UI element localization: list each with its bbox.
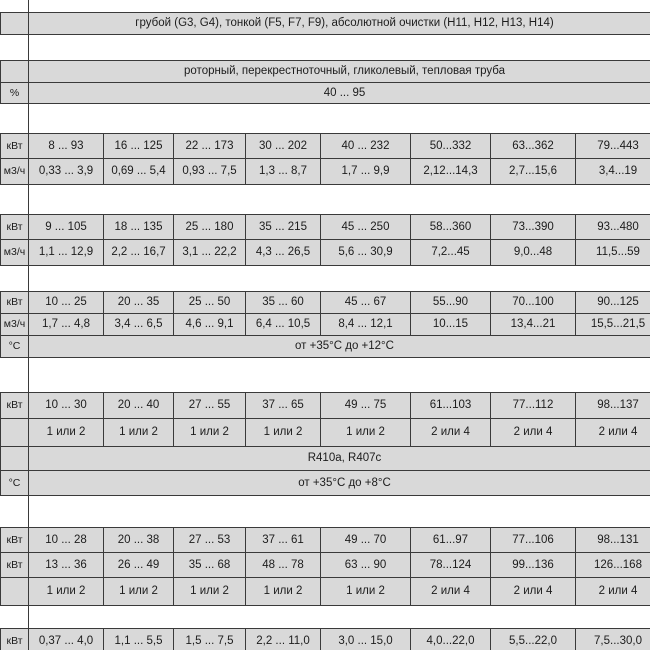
value-cell: 1 или 2 — [321, 577, 411, 605]
value-cell: 13 ... 36 — [29, 552, 104, 577]
unit-cell — [1, 577, 29, 605]
value-cell: 3,1 ... 22,2 — [174, 239, 246, 265]
value-cell: 3,0 ... 15,0 — [321, 628, 411, 650]
value-cell: 0,69 ... 5,4 — [104, 158, 174, 184]
value-cell: 4,6 ... 9,1 — [174, 313, 246, 335]
data-row — [1, 577, 650, 605]
value-cell: 40 ... 232 — [321, 133, 411, 158]
value-cell: 79...443 — [576, 133, 650, 158]
unit-cell — [1, 60, 29, 82]
data-row — [1, 12, 650, 34]
span-value-cell: 40 ... 95 — [29, 82, 650, 103]
unit-cell: кВт — [1, 392, 29, 418]
value-cell: 0,37 ... 4,0 — [29, 628, 104, 650]
spacer-cell — [29, 265, 650, 291]
value-cell: 37 ... 61 — [246, 527, 321, 552]
value-cell: 25 ... 180 — [174, 214, 246, 239]
value-cell: 37 ... 65 — [246, 392, 321, 418]
data-row — [1, 418, 650, 446]
data-row — [1, 239, 650, 265]
spacer-row — [1, 495, 650, 527]
unit-cell: м3/ч — [1, 158, 29, 184]
spec-table-body — [1, 0, 650, 650]
data-row — [1, 392, 650, 418]
spacer-cell — [29, 605, 650, 628]
value-cell: 10 ... 28 — [29, 527, 104, 552]
data-row — [1, 313, 650, 335]
value-cell: 2,7...15,6 — [491, 158, 576, 184]
unit-cell: кВт — [1, 133, 29, 158]
spacer-cell — [29, 184, 650, 214]
data-row — [1, 133, 650, 158]
value-cell: 1 или 2 — [104, 577, 174, 605]
spacer-unit-cell — [1, 34, 29, 60]
value-cell: 10 ... 30 — [29, 392, 104, 418]
value-cell: 77...106 — [491, 527, 576, 552]
value-cell: 63 ... 90 — [321, 552, 411, 577]
unit-cell: кВт — [1, 291, 29, 313]
value-cell: 1 или 2 — [174, 577, 246, 605]
spacer-row — [1, 357, 650, 392]
value-cell: 1 или 2 — [29, 577, 104, 605]
span-value-cell: роторный, перекрестноточный, гликолевый, тепловая труба — [29, 60, 650, 82]
value-cell: 4,3 ... 26,5 — [246, 239, 321, 265]
value-cell: 26 ... 49 — [104, 552, 174, 577]
value-cell: 27 ... 53 — [174, 527, 246, 552]
value-cell: 1 или 2 — [246, 418, 321, 446]
value-cell: 1,7 ... 9,9 — [321, 158, 411, 184]
data-row — [1, 291, 650, 313]
value-cell: 45 ... 250 — [321, 214, 411, 239]
value-cell: 77...112 — [491, 392, 576, 418]
data-row — [1, 60, 650, 82]
value-cell: 61...103 — [411, 392, 491, 418]
unit-cell: кВт — [1, 552, 29, 577]
value-cell: 90...125 — [576, 291, 650, 313]
unit-cell: кВт — [1, 214, 29, 239]
data-row — [1, 82, 650, 103]
value-cell: 15,5...21,5 — [576, 313, 650, 335]
value-cell: 55...90 — [411, 291, 491, 313]
spacer-row — [1, 0, 650, 12]
unit-cell: °С — [1, 335, 29, 357]
value-cell: 70...100 — [491, 291, 576, 313]
value-cell: 9,0...48 — [491, 239, 576, 265]
value-cell: 8,4 ... 12,1 — [321, 313, 411, 335]
value-cell: 8 ... 93 — [29, 133, 104, 158]
unit-cell — [1, 446, 29, 470]
value-cell: 99...136 — [491, 552, 576, 577]
value-cell: 1,3 ... 8,7 — [246, 158, 321, 184]
value-cell: 7,2...45 — [411, 239, 491, 265]
value-cell: 98...137 — [576, 392, 650, 418]
value-cell: 10 ... 25 — [29, 291, 104, 313]
value-cell: 9 ... 105 — [29, 214, 104, 239]
value-cell: 2,2 ... 11,0 — [246, 628, 321, 650]
value-cell: 73...390 — [491, 214, 576, 239]
value-cell: 2 или 4 — [411, 418, 491, 446]
spacer-cell — [29, 34, 650, 60]
spacer-row — [1, 103, 650, 133]
value-cell: 1,1 ... 5,5 — [104, 628, 174, 650]
value-cell: 45 ... 67 — [321, 291, 411, 313]
data-row — [1, 470, 650, 495]
value-cell: 2,2 ... 16,7 — [104, 239, 174, 265]
unit-cell: °С — [1, 470, 29, 495]
value-cell: 7,5...30,0 — [576, 628, 650, 650]
value-cell: 2,12...14,3 — [411, 158, 491, 184]
value-cell: 20 ... 38 — [104, 527, 174, 552]
unit-cell: кВт — [1, 527, 29, 552]
value-cell: 2 или 4 — [576, 577, 650, 605]
value-cell: 16 ... 125 — [104, 133, 174, 158]
value-cell: 13,4...21 — [491, 313, 576, 335]
spacer-unit-cell — [1, 0, 29, 12]
data-row — [1, 552, 650, 577]
value-cell: 1 или 2 — [104, 418, 174, 446]
value-cell: 6,4 ... 10,5 — [246, 313, 321, 335]
unit-cell: % — [1, 82, 29, 103]
value-cell: 35 ... 215 — [246, 214, 321, 239]
value-cell: 1 или 2 — [246, 577, 321, 605]
value-cell: 2 или 4 — [491, 577, 576, 605]
value-cell: 0,93 ... 7,5 — [174, 158, 246, 184]
spacer-unit-cell — [1, 103, 29, 133]
spacer-unit-cell — [1, 184, 29, 214]
spacer-unit-cell — [1, 495, 29, 527]
value-cell: 35 ... 68 — [174, 552, 246, 577]
value-cell: 1,5 ... 7,5 — [174, 628, 246, 650]
value-cell: 93...480 — [576, 214, 650, 239]
spacer-cell — [29, 0, 650, 12]
value-cell: 27 ... 55 — [174, 392, 246, 418]
value-cell: 0,33 ... 3,9 — [29, 158, 104, 184]
value-cell: 49 ... 75 — [321, 392, 411, 418]
spacer-row — [1, 265, 650, 291]
unit-cell — [1, 418, 29, 446]
value-cell: 78...124 — [411, 552, 491, 577]
value-cell: 63...362 — [491, 133, 576, 158]
value-cell: 10...15 — [411, 313, 491, 335]
value-cell: 98...131 — [576, 527, 650, 552]
data-row — [1, 446, 650, 470]
value-cell: 48 ... 78 — [246, 552, 321, 577]
value-cell: 2 или 4 — [491, 418, 576, 446]
value-cell: 20 ... 40 — [104, 392, 174, 418]
value-cell: 2 или 4 — [576, 418, 650, 446]
value-cell: 5,6 ... 30,9 — [321, 239, 411, 265]
spacer-row — [1, 184, 650, 214]
spacer-unit-cell — [1, 357, 29, 392]
value-cell: 18 ... 135 — [104, 214, 174, 239]
value-cell: 1 или 2 — [29, 418, 104, 446]
data-row — [1, 335, 650, 357]
value-cell: 50...332 — [411, 133, 491, 158]
value-cell: 2 или 4 — [411, 577, 491, 605]
spacer-unit-cell — [1, 265, 29, 291]
value-cell: 3,4...19 — [576, 158, 650, 184]
value-cell: 35 ... 60 — [246, 291, 321, 313]
value-cell: 1,1 ... 12,9 — [29, 239, 104, 265]
value-cell: 61...97 — [411, 527, 491, 552]
value-cell: 49 ... 70 — [321, 527, 411, 552]
value-cell: 1,7 ... 4,8 — [29, 313, 104, 335]
spacer-unit-cell — [1, 605, 29, 628]
spacer-cell — [29, 357, 650, 392]
value-cell: 11,5...59 — [576, 239, 650, 265]
data-row — [1, 628, 650, 650]
value-cell: 5,5...22,0 — [491, 628, 576, 650]
spacer-cell — [29, 103, 650, 133]
value-cell: 1 или 2 — [321, 418, 411, 446]
span-value-cell: от +35°С до +12°С — [29, 335, 650, 357]
unit-cell: кВт — [1, 628, 29, 650]
value-cell: 4,0...22,0 — [411, 628, 491, 650]
spacer-row — [1, 34, 650, 60]
value-cell: 126...168 — [576, 552, 650, 577]
unit-cell — [1, 12, 29, 34]
value-cell: 22 ... 173 — [174, 133, 246, 158]
span-value-cell: от +35°С до +8°С — [29, 470, 650, 495]
span-value-cell: грубой (G3, G4), тонкой (F5, F7, F9), абсолютной очистки (H11, H12, H13, H14) — [29, 12, 650, 34]
value-cell: 20 ... 35 — [104, 291, 174, 313]
spacer-row — [1, 605, 650, 628]
spacer-cell — [29, 495, 650, 527]
value-cell: 1 или 2 — [174, 418, 246, 446]
span-value-cell: R410a, R407c — [29, 446, 650, 470]
value-cell: 3,4 ... 6,5 — [104, 313, 174, 335]
unit-cell: м3/ч — [1, 313, 29, 335]
data-row — [1, 527, 650, 552]
data-row — [1, 158, 650, 184]
value-cell: 30 ... 202 — [246, 133, 321, 158]
data-row — [1, 214, 650, 239]
value-cell: 58...360 — [411, 214, 491, 239]
unit-cell: м3/ч — [1, 239, 29, 265]
value-cell: 25 ... 50 — [174, 291, 246, 313]
